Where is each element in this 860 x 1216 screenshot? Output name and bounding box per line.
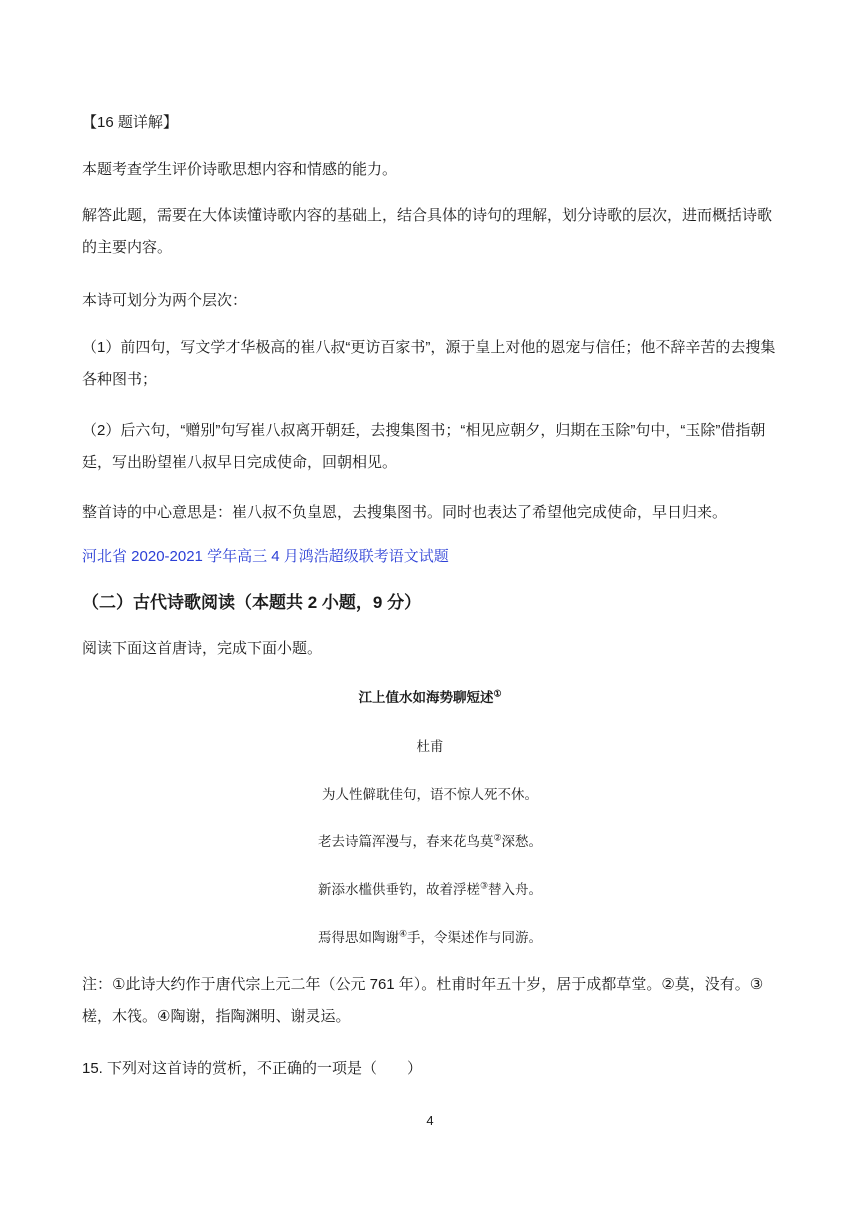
footnote-mark: ① [493,689,502,700]
poem-title-text: 江上值水如海势聊短述 [358,690,494,706]
poem-notes: 注：①此诗大约作于唐代宗上元二年（公元 761 年）。杜甫时年五十岁，居于成都草堂。②莫，没有。③槎，木筏。④陶谢，指陶渊明、谢灵运。 [82,976,764,1025]
poem-line-4-part-b: 手，令渠述作与同游。 [407,930,543,946]
question-15: 15. 下列对这首诗的赏析，不正确的一项是（ ） [82,1060,423,1077]
poem-line-2-part-b: 深愁。 [501,834,543,850]
section-heading: （二）古代诗歌阅读（本题共 2 小题，9 分） [82,593,422,612]
paragraph-layer-1: （1）前四句，写文学才华极高的崔八叔“更访百家书”，源于皇上对他的恩宠与信任；他不辞辛苦的去搜集各种图书； [82,339,776,388]
paragraph-method: 解答此题，需要在大体读懂诗歌内容的基础上，结合具体的诗句的理解，划分诗歌的层次，进而概括诗歌的主要内容。 [82,207,773,256]
poem-author: 杜甫 [416,739,444,755]
detail-heading: 【16 题详解】 [82,114,178,131]
paragraph-summary: 整首诗的中心意思是：崔八叔不负皇恩，去搜集图书。同时也表达了希望他完成使命，早日归来。 [82,504,728,521]
paragraph-layer-2: （2）后六句，“赠别”句写崔八叔离开朝廷，去搜集图书；“相见应朝夕，归期在玉除”句中，“玉除”借指朝廷，写出盼望崔八叔早日完成使命，回朝相见。 [82,422,766,471]
poem-line-4 [0,928,860,948]
paragraph-layers: 本诗可划分为两个层次： [82,292,248,309]
footnote-mark: ④ [398,929,408,940]
poem-line-3 [0,880,860,900]
instruction-text: 阅读下面这首唐诗，完成下面小题。 [82,640,323,657]
poem-line-4-part-a: 焉得思如陶谢 [317,930,399,946]
footnote-mark: ③ [479,881,489,892]
footnote-mark: ② [493,833,502,844]
poem-line-1: 为人性僻耽佳句，语不惊人死不休。 [322,787,538,803]
poem-title [0,688,860,708]
poem-line-3-part-b: 替入舟。 [488,882,543,898]
poem-line-3-part-a: 新添水槛供垂钓，故着浮槎 [317,882,480,898]
source-link[interactable]: 河北省 2020-2021 学年高三 4 月鸿浩超级联考语文试题 [82,548,449,565]
poem-line-2-part-a: 老去诗篇浑漫与，春来花鸟莫 [317,834,494,850]
page-number: 4 [426,1113,434,1128]
paragraph-ability: 本题考查学生评价诗歌思想内容和情感的能力。 [82,161,398,178]
poem-line-2 [0,832,860,852]
